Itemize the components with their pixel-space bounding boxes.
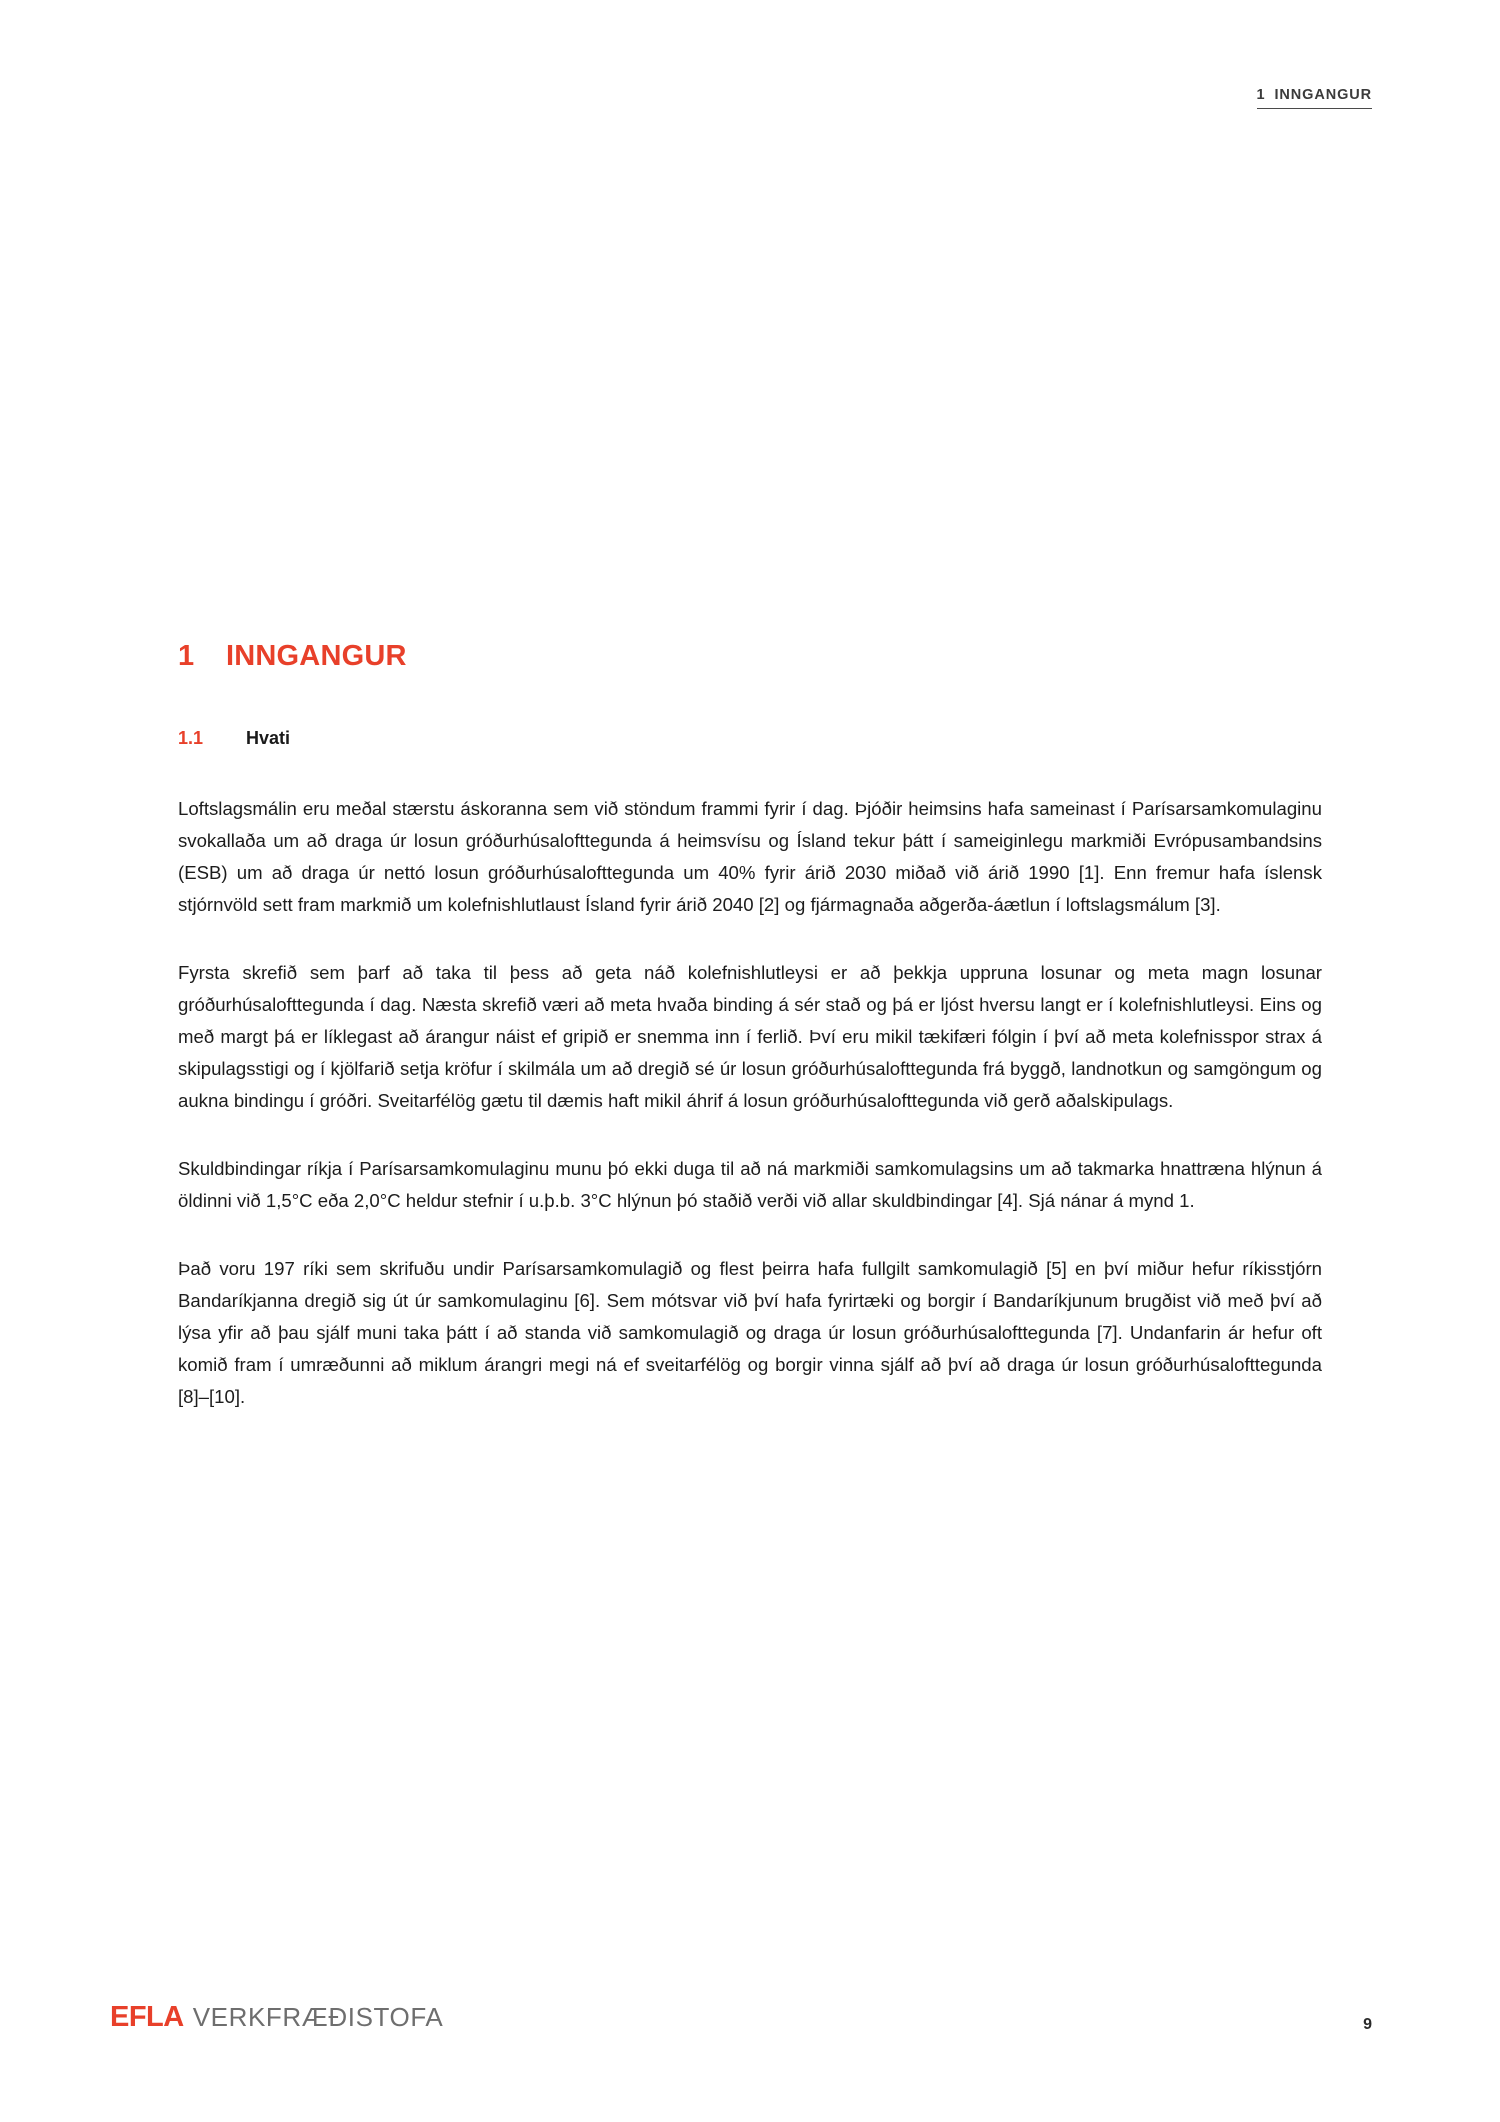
body-paragraph: Skuldbindingar ríkja í Parísarsamkomulaginu munu þó ekki duga til að ná markmiði samkomulagsins um að takmarka hnattræna hlýnun á öldinni við 1,5°C eða 2,0°C heldur stefnir í u.þ.b. 3°C hlýnun þó staðið verði við allar skuldbindingar [4]. Sjá nánar á mynd 1. — [178, 1157, 1322, 1211]
running-header-title: INNGANGUR — [1274, 87, 1372, 103]
chapter-heading — [178, 640, 1322, 673]
section-title: Hvati — [246, 728, 291, 748]
running-header — [1257, 86, 1372, 109]
page-number: 9 — [1363, 2016, 1372, 2033]
page-content — [178, 640, 1322, 1413]
logo-mark-text: EFLA — [110, 2001, 184, 2033]
page-footer — [110, 2001, 1372, 2034]
body-paragraph: Fyrsta skrefið sem þarf að taka til þess að geta náð kolefnishlutleysi er að þekkja uppruna losunar og meta magn losunar gróðurhúsalofttegunda í dag. Næsta skrefið væri að meta hvaða binding á sér stað og þá er ljóst hversu langt er í kolefnishlutleysi. Eins og með margt þá er líklegast að árangur náist ef gripið er snemma inn í ferlið. Því eru mikil tækifæri fólgin í því að meta kolefnisspor strax á skipulagsstigi og í kjölfarið setja kröfur í skilmála um að dregið sé úr losun gróðurhúsalofttegunda frá byggð, landnotkun og samgöngum og aukna bindingu í gróðri. Sveitarfélög gætu til dæmis haft mikil áhrif á losun gróðurhúsalofttegunda við gerð aðalskipulags. — [178, 961, 1322, 1111]
chapter-number: 1 — [178, 640, 195, 672]
body-paragraph: Það voru 197 ríki sem skrifuðu undir Parísarsamkomulagið og flest þeirra hafa fullgilt samkomulagið [5] en því miður hefur ríkisstjórn Bandaríkjanna dregið sig út úr samkomulaginu [6]. Sem mótsvar við því hafa fyrirtæki og borgir í Bandaríkjunum brugðist við með því að lýsa yfir að þau sjálf muni taka þátt í að standa við samkomulagið og draga úr losun gróðurhúsalofttegunda [7]. Undanfarin ár hefur oft komið fram í umræðunni að miklum árangri megi ná ef sveitarfélög og borgir vinna sjálf að því að draga úr losun gróðurhúsalofttegunda [8]–[10]. — [178, 1257, 1322, 1407]
section-heading — [178, 728, 1322, 749]
section-number: 1.1 — [178, 728, 204, 748]
running-header-number: 1 — [1256, 87, 1266, 103]
efla-logo — [110, 2001, 443, 2034]
logo-word-text: VERKFRÆÐISTOFA — [192, 2002, 444, 2032]
body-paragraph: Loftslagsmálin eru meðal stærstu áskoranna sem við stöndum frammi fyrir í dag. Þjóðir heimsins hafa sameinast í Parísarsamkomulaginu svokallaða um að draga úr losun gróðurhúsalofttegunda á heimsvísu og Ísland tekur þátt í sameiginlegu markmiði Evrópusambandsins (ESB) um að draga úr nettó losun gróðurhúsalofttegunda um 40% fyrir árið 2030 miðað við árið 1990 [1]. Enn fremur hafa íslensk stjórnvöld sett fram markmið um kolefnishlutlaust Ísland fyrir árið 2040 [2] og fjármagnaða aðgerða-áætlun í loftslagsmálum [3]. — [178, 798, 1322, 915]
chapter-title: INNGANGUR — [226, 640, 407, 672]
running-header-text — [1257, 87, 1372, 109]
